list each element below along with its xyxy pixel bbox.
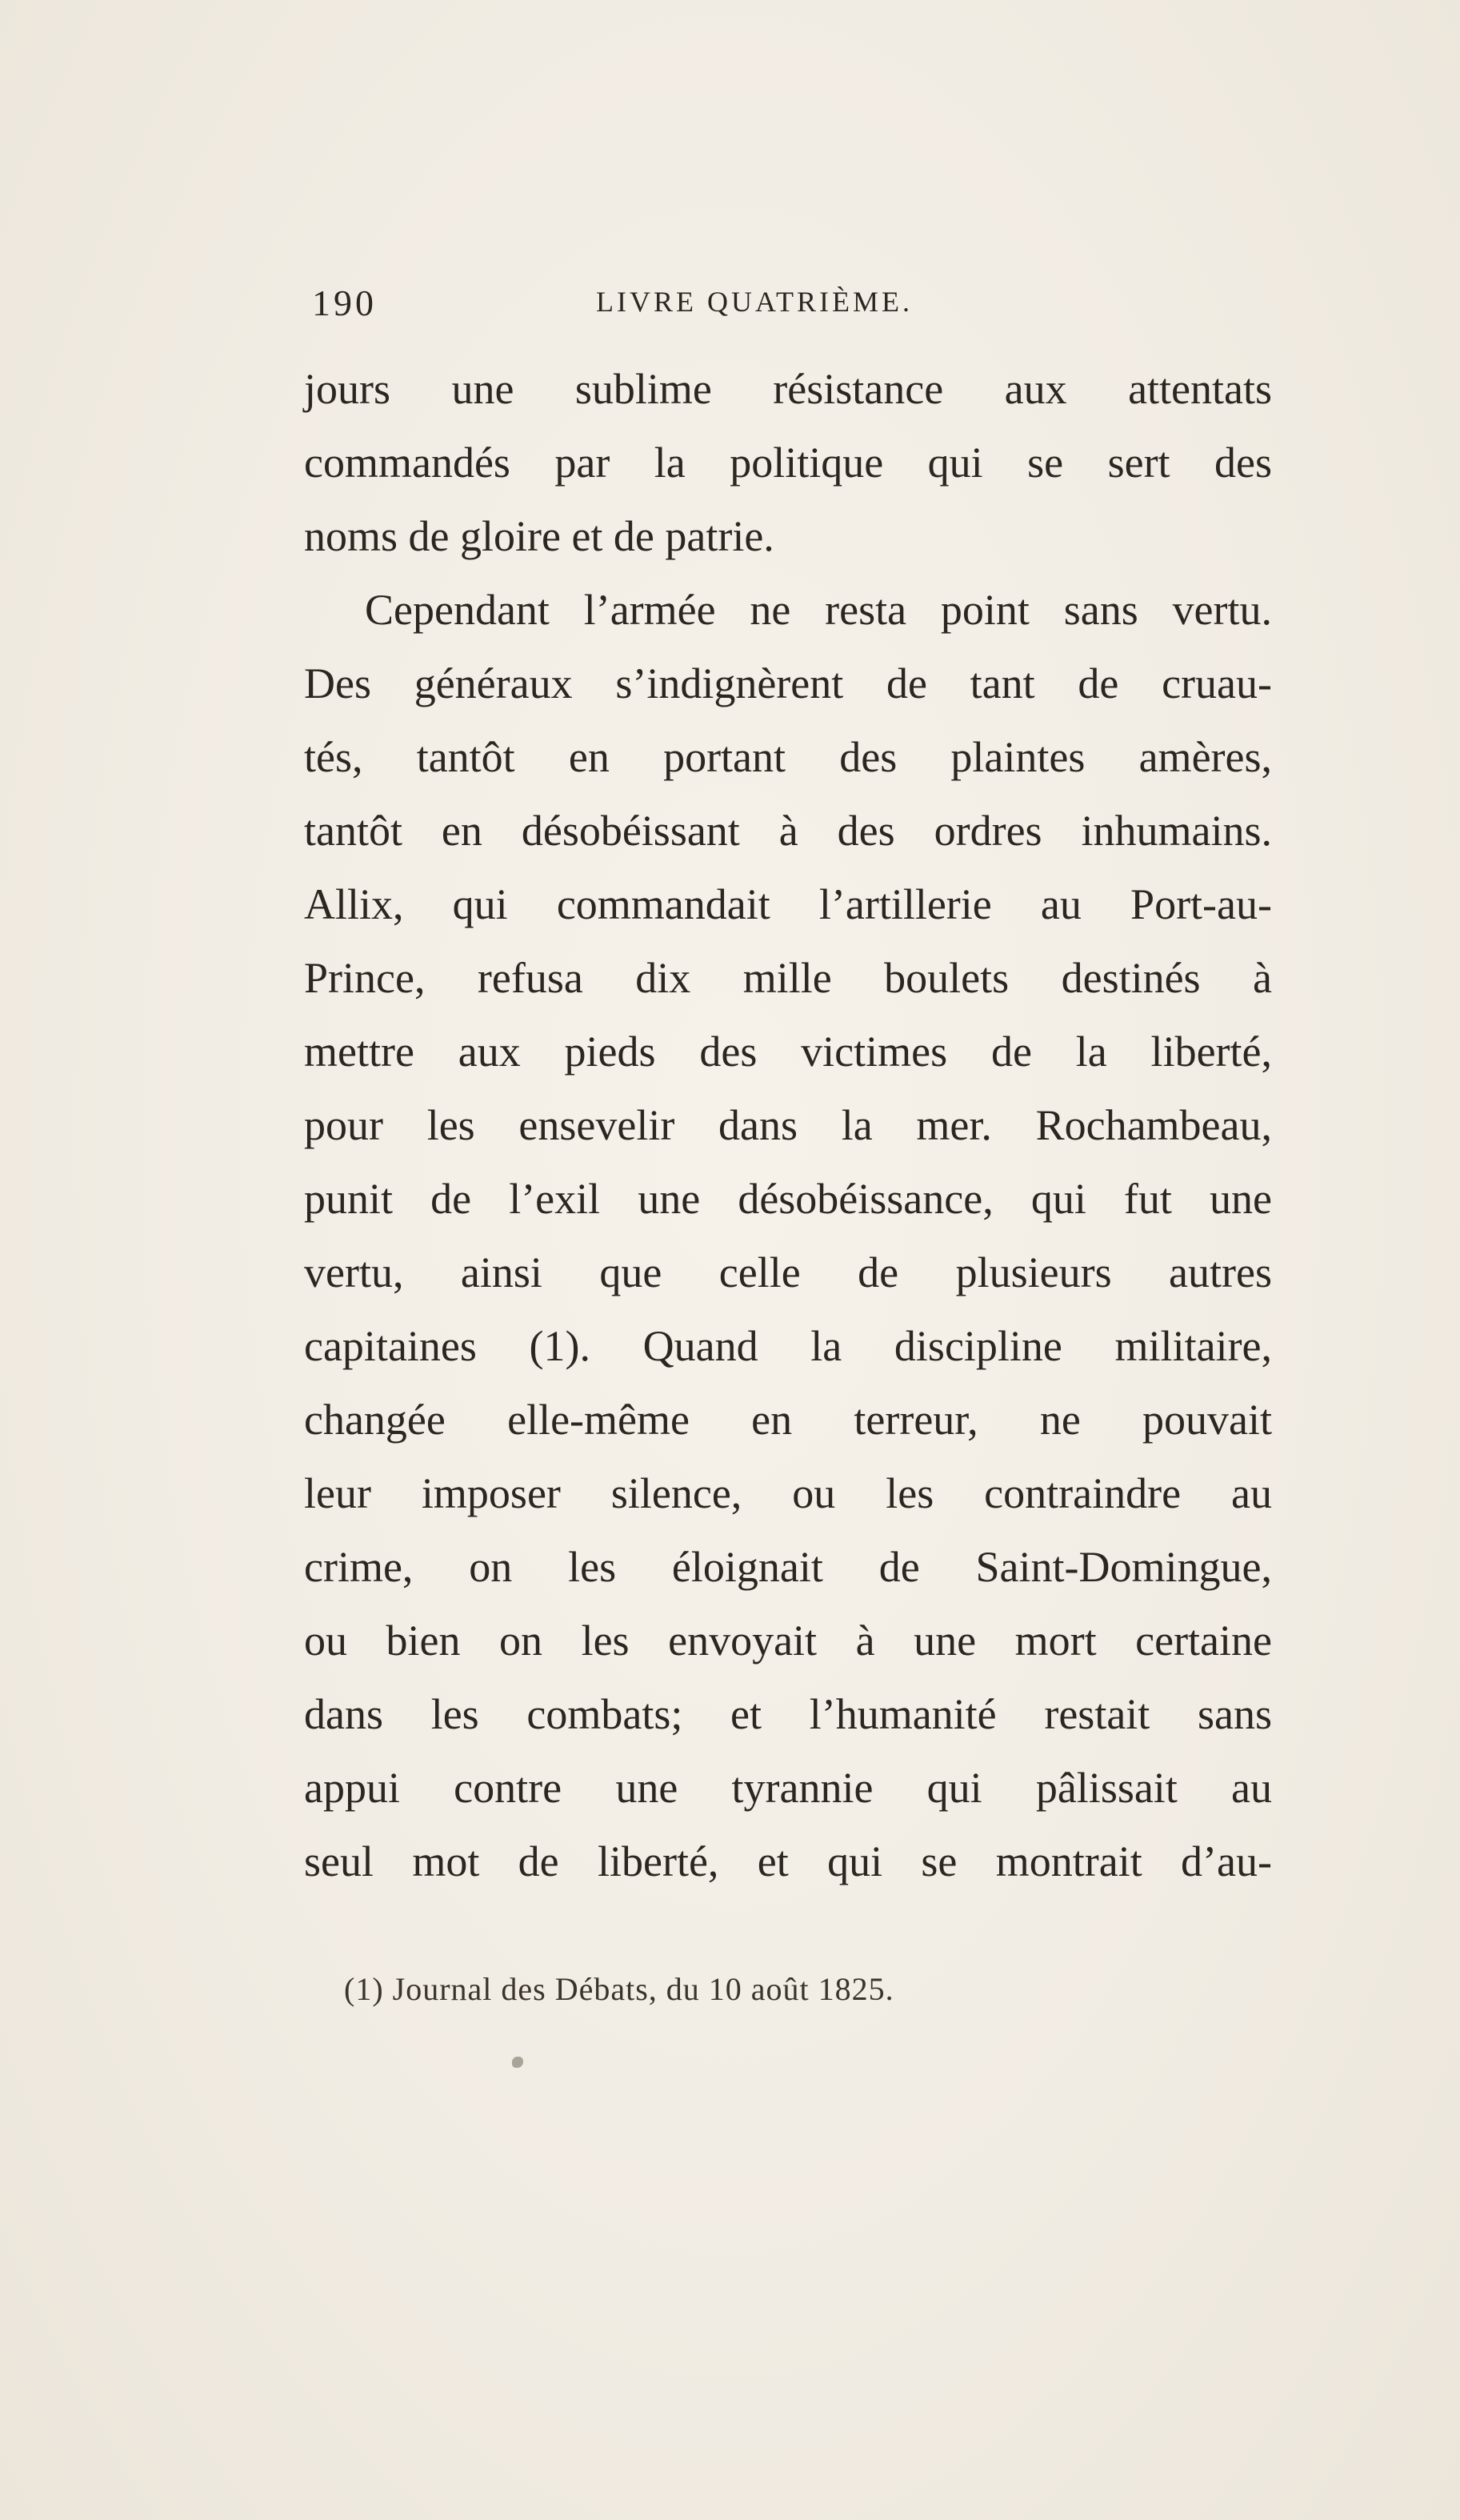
text-line: changée elle-même en terreur, ne pouvait xyxy=(304,1396,1272,1444)
text-line: Des généraux s’indignèrent de tant de cruau- xyxy=(304,659,1272,707)
text-line: ou bien on les envoyait à une mort certaine xyxy=(304,1617,1272,1665)
text-line: commandés par la politique qui se sert des xyxy=(304,439,1272,487)
page-number: 190 xyxy=(312,282,377,323)
text-line: noms de gloire et de patrie. xyxy=(304,512,774,560)
text-line: Prince, refusa dix mille boulets destinés à xyxy=(304,954,1272,1002)
text-line: appui contre une tyrannie qui pâlissait au xyxy=(304,1764,1272,1812)
text-line: jours une sublime résistance aux attentats xyxy=(304,365,1272,413)
text-line: pour les ensevelir dans la mer. Rochambeau, xyxy=(304,1101,1272,1149)
text-line: tantôt en désobéissant à des ordres inhumains. xyxy=(304,807,1272,855)
running-title: LIVRE QUATRIÈME. xyxy=(596,286,913,318)
text-line: seul mot de liberté, et qui se montrait d’au- xyxy=(304,1837,1272,1885)
text-line: dans les combats; et l’humanité restait sans xyxy=(304,1690,1272,1738)
footnote: (1) Journal des Débats, du 10 août 1825. xyxy=(344,1971,894,2007)
text-line: mettre aux pieds des victimes de la liberté, xyxy=(304,1028,1272,1076)
text-line: Allix, qui commandait l’artillerie au Port-au- xyxy=(304,880,1272,928)
running-head xyxy=(304,282,1264,322)
body-text xyxy=(304,352,1272,1898)
text-line: Cependant l’armée ne resta point sans vertu. xyxy=(365,586,1272,634)
text-line: leur imposer silence, ou les contraindre au xyxy=(304,1469,1272,1517)
text-line: vertu, ainsi que celle de plusieurs autres xyxy=(304,1248,1272,1296)
text-line: capitaines (1). Quand la discipline militaire, xyxy=(304,1322,1272,1370)
text-line: punit de l’exil une désobéissance, qui fut une xyxy=(304,1175,1272,1223)
text-line: crime, on les éloignait de Saint-Domingue, xyxy=(304,1543,1272,1591)
text-line: tés, tantôt en portant des plaintes amères, xyxy=(304,733,1272,781)
paper-speck xyxy=(512,2057,523,2068)
